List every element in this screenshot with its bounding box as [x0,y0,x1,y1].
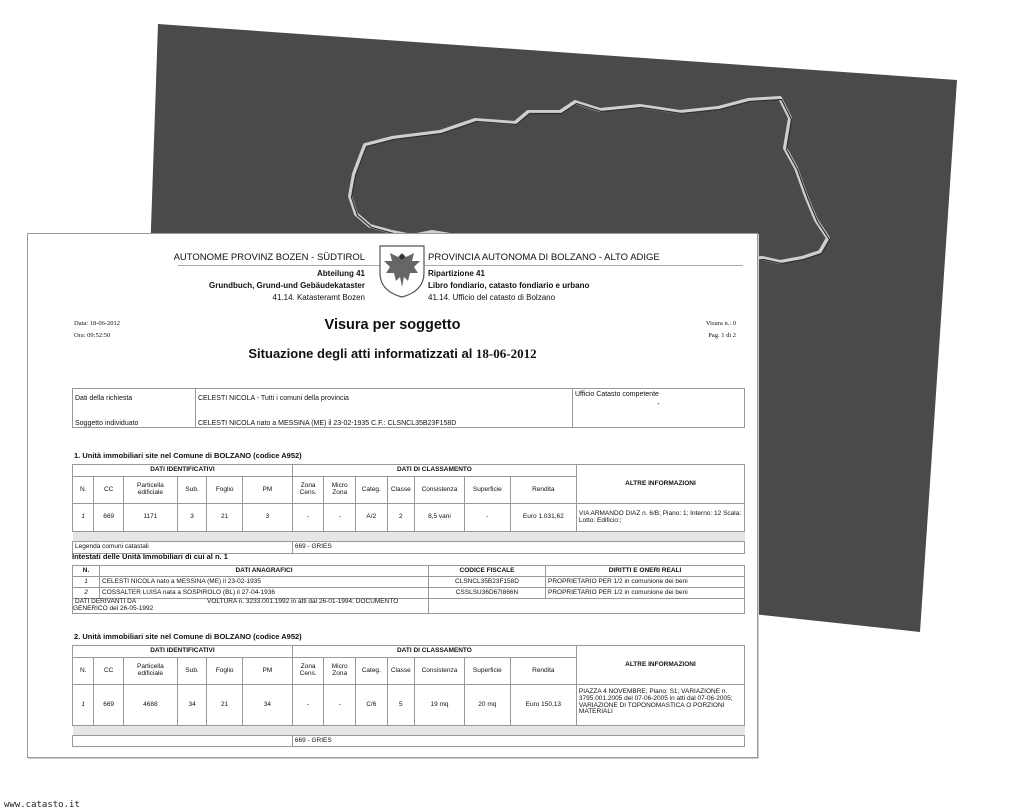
cell: - [292,685,324,726]
cell: 3 [242,504,292,532]
cell: PROPRIETARIO PER 1/2 in comunione dei beni [546,577,745,588]
table-row [73,685,745,726]
cell: COSSALTER LUISA nata a SOSPIROLO (BL) il 27-04-1936 [100,588,429,599]
header-de-title: AUTONOME PROVINZ BOZEN - SÜDTIROL [173,252,365,263]
th-cc: CC [94,477,124,504]
cell: 4688 [123,685,177,726]
th-rendita-2: Rendita [510,658,576,685]
th-n-2: N. [73,658,94,685]
th-dati-identificativi: DATI IDENTIFICATIVI [73,465,293,477]
request-table [72,388,745,428]
header-it-title: PROVINCIA AUTONOMA DI BOLZANO - ALTO ADIGE [428,252,660,263]
cell: 1171 [123,504,177,532]
section1-title: 1. Unità immobiliari site nel Comune di BOLZANO (codice A952) [74,451,302,460]
cell: 34 [177,685,207,726]
cell: 3 [177,504,207,532]
cell: 34 [242,685,292,726]
cell: Euro 1.031,62 [510,504,576,532]
table-row [73,577,745,588]
ufficio-value: - [657,401,660,409]
th-categ-2: Categ. [356,658,388,685]
th-zona: Zona Cens. [292,477,324,504]
watermark: www.catasto.it [4,800,80,810]
page-number: Pag. 1 di 2 [708,332,736,339]
cell: CSSLSU36D67I866N [429,588,546,599]
cell: A/2 [356,504,388,532]
print-time: Ora: 09:52:50 [74,332,111,339]
section2-title: 2. Unità immobiliari site nel Comune di BOLZANO (codice A952) [74,632,302,641]
header-rule [178,265,743,266]
cell: 2 [73,588,100,599]
situazione-title [28,346,757,362]
cell: PROPRIETARIO PER 1/2 in comunione dei beni [546,588,745,599]
legenda-label: Legenda comuni catastali [73,542,293,554]
th-micro-2: Micro Zona [324,658,356,685]
cell: 1 [73,504,94,532]
th-zona-2: Zona Cens. [292,658,324,685]
cell: Euro 150,13 [510,685,576,726]
cell: CELESTI NICOLA nato a MESSINA (ME) il 23-02-1935 [100,577,429,588]
soggetto-value: CELESTI NICOLA nato a MESSINA (ME) il 23-02-1935 C.F.: CLSNCL35B23F158D [196,408,573,428]
th-sub-2: Sub. [177,658,207,685]
th-categ: Categ. [356,477,388,504]
spacer-row [73,726,745,736]
legenda-value-2: 669 - GRIES [292,736,744,747]
th-micro: Micro Zona [324,477,356,504]
situazione-prefix: Situazione degli atti informatizzati al [248,346,476,361]
table-row [73,588,745,599]
th-consistenza-2: Consistenza [415,658,465,685]
intestati-title: Intestati delle Unità Immobiliari di cui al n. 1 [72,552,228,561]
cell: 1 [73,685,94,726]
th-dati-classamento: DATI DI CLASSAMENTO [292,465,576,477]
th-classe: Classe [387,477,414,504]
section2-table [72,645,745,747]
cell: 669 [94,504,124,532]
header-de-sub: 41.14. Katasteramt Bozen [272,293,365,302]
th-classe-2: Classe [387,658,414,685]
th-altre-informazioni: ALTRE INFORMAZIONI [576,465,744,504]
visura-number: Visura n.: 0 [705,320,736,327]
section1-table [72,464,745,554]
ufficio-label: Ufficio Catasto competente [575,391,659,398]
th-pm: PM [242,477,292,504]
cell: 2 [387,504,414,532]
cell: - [292,504,324,532]
cell: 5 [387,685,414,726]
visura-document [27,233,758,758]
cell: - [324,504,356,532]
derivanti-empty [429,599,745,614]
situazione-date: 18-06-2012 [475,346,537,361]
soggetto-label: Soggetto individuato [73,408,196,428]
derivanti-cell [73,599,429,614]
th-particella: Particella edificiale [123,477,177,504]
cell: 20 mq [464,685,510,726]
request-value: CELESTI NICOLA - Tutti i comuni della provincia [196,389,573,408]
header-it-office: Libro fondiario, catasto fondiario e urbano [428,281,590,290]
header-it-dept: Ripartizione 41 [428,269,485,278]
header-it-sub: 41.14. Ufficio del catasto di Bolzano [428,293,556,302]
th-superficie: Superficie [464,477,510,504]
spacer-row [73,532,745,542]
cell: 19 mq [415,685,465,726]
th-altre-informazioni-2: ALTRE INFORMAZIONI [576,646,744,685]
print-date: Data: 18-06-2012 [74,320,121,327]
derivanti-value: VOLTURA n. 3233.001.1992 in atti dal 26-01-1994; DOCUMENTO GENERICO del 26-05-1992 [73,598,399,612]
th-dati-identificativi-2: DATI IDENTIFICATIVI [73,646,293,658]
th-pm-2: PM [242,658,292,685]
header-de-office: Grundbuch, Grund-und Gebäudekataster [208,281,365,290]
cell: - [464,504,510,532]
table-row [73,504,745,532]
altre-informazioni-value-2: PIAZZA 4 NOVEMBRE; Piano: S1; VARIAZIONE n. 3795.001.2005 del 07-06-2005 in atti dal 07-06-2005; VARIAZIONE DI TOPONOMASTICA O PORZIONI MATERIALI [576,685,744,726]
th-dati-anagrafici: DATI ANAGRAFICI [100,566,429,577]
eagle-crest-icon [376,243,428,299]
th-consistenza: Consistenza [415,477,465,504]
cell: CLSNCL35B23F158D [429,577,546,588]
th-superficie-2: Superficie [464,658,510,685]
legenda-label-2 [73,736,293,747]
cell: 8,5 vani [415,504,465,532]
th-foglio-2: Foglio [207,658,243,685]
cell: 21 [207,685,243,726]
legenda-value: 669 - GRIES [292,542,744,554]
th-sub: Sub. [177,477,207,504]
th-diritti: DIRITTI E ONERI REALI [546,566,745,577]
th-codice-fiscale: CODICE FISCALE [429,566,546,577]
th-foglio: Foglio [207,477,243,504]
ufficio-cell [573,389,745,428]
th-particella-2: Particella edificiale [123,658,177,685]
derivanti-label: DATI DERIVANTI DA [75,598,137,605]
th-n: N. [73,477,94,504]
th-rendita: Rendita [510,477,576,504]
cell: 21 [207,504,243,532]
cell: C/6 [356,685,388,726]
request-label: Dati della richiesta [73,389,196,408]
th-intestati-n: N. [73,566,100,577]
th-dati-classamento-2: DATI DI CLASSAMENTO [292,646,576,658]
cell: 1 [73,577,100,588]
th-cc-2: CC [94,658,124,685]
intestati-table [72,565,745,614]
document-title: Visura per soggetto [324,317,461,333]
header-de-dept: Abteilung 41 [316,269,365,278]
cell: 669 [94,685,124,726]
cell: - [324,685,356,726]
altre-informazioni-value: VIA ARMANDO DIAZ n. 6/B; Piano: 1; Interno: 12 Scala: Lotto: Edificio:; [576,504,744,532]
